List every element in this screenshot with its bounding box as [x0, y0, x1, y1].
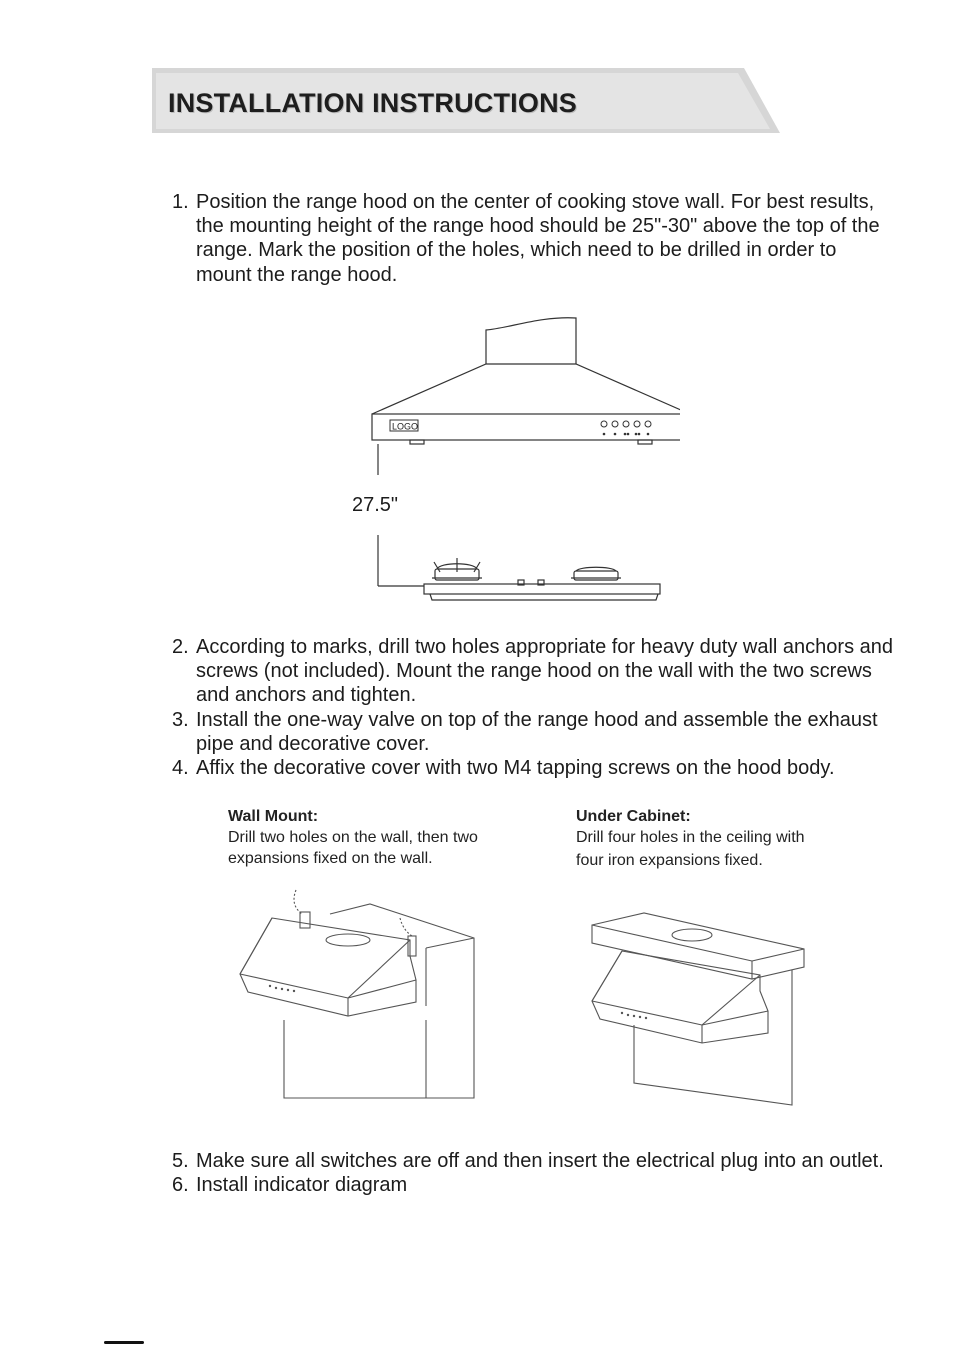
wall-outline: [634, 970, 792, 1105]
ceiling-hole: [672, 929, 712, 941]
wall-mount-line: expansions fixed on the wall.: [228, 850, 433, 867]
step-text: Position the range hood on the center of cooking stove wall. For best results, the mounting height of the range hood should be 25"-30" above the top of the range. Mark the position of the holes, which need to be drilled in order to mount the range hood.: [196, 191, 880, 286]
under-cabinet-line: Drill four holes in the ceiling with: [576, 829, 805, 846]
wall-mount-diagram: [230, 880, 490, 1105]
step-number: 1.: [172, 191, 189, 213]
hood-edge: [240, 918, 272, 974]
cabinet-edge: [752, 949, 804, 961]
wall-mount-title: Wall Mount:: [228, 808, 319, 825]
cabinet-slab: [592, 913, 804, 979]
exhaust-opening: [326, 934, 370, 946]
step-text: Affix the decorative cover with two M4 tapping screws on the hood body.: [196, 757, 835, 780]
step-text: Make sure all switches are off and then insert the electrical plug into an outlet.: [196, 1150, 884, 1172]
step-item: [172, 708, 902, 756]
step-number: 5.: [172, 1150, 189, 1172]
section-banner: [148, 66, 784, 138]
step-item: [172, 635, 902, 708]
steps-list-middle: [172, 635, 902, 780]
height-dimension-label: 27.5": [352, 494, 399, 516]
hood-height-diagram: [340, 310, 680, 610]
screw-arrow: [294, 890, 302, 914]
step-number: 4.: [172, 757, 189, 780]
burner-left: [432, 558, 482, 580]
control-symbols: [603, 433, 650, 436]
hood-edge: [592, 951, 622, 1001]
under-cabinet-line: four iron expansions fixed.: [576, 852, 763, 869]
hood-edge: [702, 1011, 768, 1025]
page-edge-mark: [104, 1341, 144, 1344]
steps-list-top: [172, 190, 892, 287]
cooktop-base: [430, 594, 658, 600]
under-cabinet-description: [576, 806, 906, 871]
step-number: 6.: [172, 1174, 189, 1197]
step-text: According to marks, drill two holes appropriate for heavy duty wall anchors and screws (not included). Mount the range hood on the wall with the two screws and anchors and tighten.: [196, 636, 894, 707]
step-item: [172, 1173, 892, 1197]
under-cabinet-diagram: [582, 895, 814, 1115]
step-item: [172, 1149, 892, 1173]
hood-edge: [702, 975, 760, 1025]
chimney-outline: [486, 318, 576, 364]
step-number: 2.: [172, 636, 189, 658]
canopy-outline: [372, 364, 680, 414]
screw-arrow: [400, 918, 412, 936]
control-buttons: [601, 421, 651, 427]
hood-foot: [638, 440, 652, 444]
mounting-bracket: [408, 936, 416, 956]
wall-edge: [426, 938, 474, 948]
mounting-bracket: [300, 912, 310, 928]
wall-outline: [284, 904, 474, 1098]
under-cabinet-title: Under Cabinet:: [576, 808, 691, 825]
cabinet-edge: [592, 925, 752, 961]
page-title: INSTALLATION INSTRUCTIONS: [168, 88, 577, 118]
step-text: Install the one-way valve on top of the range hood and assemble the exhaust pipe and decorative cover.: [196, 708, 878, 755]
burner-right: [571, 567, 621, 580]
wall-mount-description: [228, 806, 548, 869]
logo-text: LOGO: [392, 421, 419, 432]
step-item: [172, 756, 902, 780]
hood-body: [240, 918, 416, 1016]
hood-foot: [410, 440, 424, 444]
hood-body: [592, 951, 768, 1043]
step-text: Install indicator diagram: [196, 1174, 408, 1197]
steps-list-bottom: [172, 1149, 892, 1197]
hood-controls: [621, 1012, 647, 1019]
step-item: [172, 190, 892, 287]
wall-mount-line: Drill two holes on the wall, then two: [228, 829, 478, 846]
step-number: 3.: [172, 708, 189, 731]
